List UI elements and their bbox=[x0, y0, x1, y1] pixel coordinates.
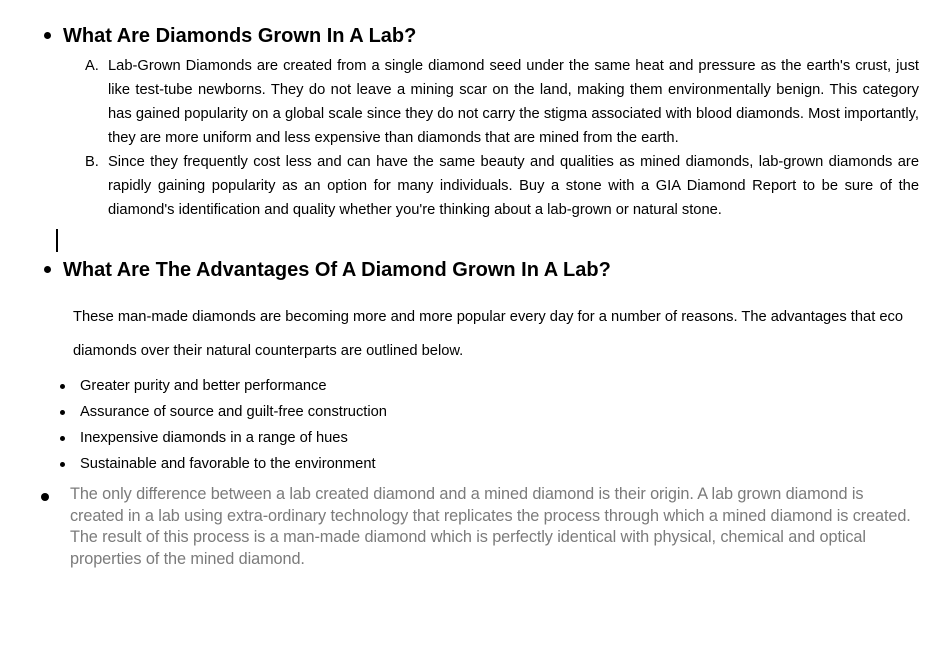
heading-what-are-lab-diamonds: What Are Diamonds Grown In A Lab? bbox=[63, 25, 417, 47]
list-marker-b: B. bbox=[85, 154, 99, 170]
list-item bbox=[80, 451, 780, 477]
list-item-b-text: Since they frequently cost less and can have the same beauty and qualities as mined diamonds, lab-grown diamonds are rapidly gaining popularity as an option for many individuals. Buy a stone with a GIA Diamond Report to be sure of the diamond's identification and quality whether you're thinking about a lab-grown or natural stone. bbox=[108, 154, 919, 218]
bullet-icon bbox=[44, 266, 51, 273]
list-item bbox=[80, 425, 780, 451]
bullet-icon bbox=[60, 462, 65, 467]
heading-advantages: What Are The Advantages Of A Diamond Grown In A Lab? bbox=[63, 259, 611, 281]
bullet-icon bbox=[41, 493, 49, 501]
advantages-list bbox=[80, 373, 780, 477]
bullet-icon bbox=[60, 384, 65, 389]
intro-paragraph: These man-made diamonds are becoming more and more popular every day for a number of reasons. The advantages that eco diamonds over their natural counterparts are outlined below. bbox=[73, 309, 904, 359]
list-item bbox=[80, 373, 780, 399]
bullet-icon bbox=[60, 410, 65, 415]
advantage-text: Greater purity and better performance bbox=[80, 378, 327, 394]
advantage-text: Assurance of source and guilt-free construction bbox=[80, 404, 387, 420]
list-item-b bbox=[85, 150, 919, 222]
note-paragraph: The only difference between a lab created diamond and a mined diamond is their origin. A lab grown diamond is created in a lab using extra-ordinary technology that replicates the process through which a mined diamond is created. The result of this process is a man-made diamond which is perfectly identical with physical, chemical and optical properties of the mined diamond. bbox=[70, 485, 911, 568]
bullet-icon bbox=[44, 32, 51, 39]
list-item-a-text: Lab-Grown Diamonds are created from a single diamond seed under the same heat and pressure as the earth's crust, just like test-tube newborns. They do not leave a mining scar on the land, making them environmentally benign. This category has gained popularity on a global scale since they do not carry the stigma associated with blood diamonds. Most importantly, they are more uniform and less expensive than diamonds that are mined from the earth. bbox=[108, 58, 919, 146]
advantage-text: Inexpensive diamonds in a range of hues bbox=[80, 430, 348, 446]
list-item bbox=[80, 399, 780, 425]
text-cursor-caret bbox=[56, 229, 58, 252]
bullet-icon bbox=[60, 436, 65, 441]
list-marker-a: A. bbox=[85, 58, 99, 74]
lettered-list bbox=[85, 54, 919, 222]
list-item-a bbox=[85, 54, 919, 150]
advantage-text: Sustainable and favorable to the environment bbox=[80, 456, 376, 472]
